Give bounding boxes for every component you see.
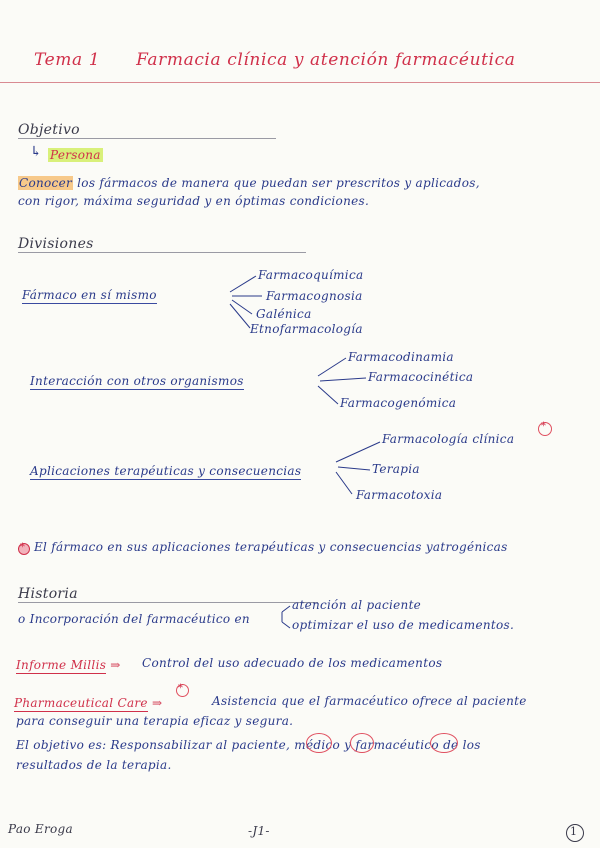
- paciente-circle: [306, 733, 332, 753]
- persona-label: Persona: [50, 148, 101, 162]
- historia-rule: [18, 602, 318, 603]
- footer-page-circle-number: 1: [570, 825, 578, 838]
- farmaceutico-circle: [430, 733, 458, 753]
- footer-page-number: -J1-: [248, 824, 270, 838]
- conocer-highlight: Conocer: [19, 176, 73, 190]
- informe-millis: [16, 658, 121, 672]
- objetivo-historia-line-1: El objetivo es: Responsabilizar al paciente, médico y farmacéutico de los: [16, 738, 481, 752]
- objetivo-line-1: Conocer los fármacos de manera que puedan ser prescritos y aplicados,: [19, 176, 480, 190]
- tema-title: Farmacia clínica y atención farmacéutica: [136, 50, 516, 70]
- asterisk-mark: *: [541, 421, 547, 432]
- tema-label: Tema 1: [34, 50, 101, 70]
- division-group-1: Fármaco en sí mismo: [22, 288, 157, 302]
- footer-author: Pao Eroga: [8, 822, 73, 836]
- branch-farmacogenomica: Farmacogenómica: [340, 396, 457, 410]
- pharmaceutical-care: [14, 696, 162, 710]
- informe-label: Informe Millis: [16, 658, 107, 672]
- branch-optimizar-uso: optimizar el uso de medicamentos.: [292, 618, 515, 632]
- branch-terapia: Terapia: [372, 462, 420, 476]
- objetivo-line-2: con rigor, máxima seguridad y en óptimas condiciones.: [18, 194, 370, 208]
- historia-heading: Historia: [18, 586, 78, 602]
- branch-farmacocinetica: Farmacocinética: [368, 370, 474, 384]
- medico-circle: [350, 733, 374, 753]
- branch-atencion-paciente: atención al paciente: [292, 598, 422, 612]
- pc-mark: *: [178, 683, 184, 694]
- footnote-mark: *: [20, 542, 26, 553]
- branch-farmacoquimica: Farmacoquímica: [258, 268, 364, 282]
- arrow-icon: ↳: [30, 144, 43, 160]
- objetivo-historia-line-2: resultados de la terapia.: [16, 758, 172, 772]
- division-group-2: Interacción con otros organismos: [30, 374, 244, 388]
- pc-arrow-icon: ⇒: [151, 696, 163, 710]
- division-group-3: Aplicaciones terapéuticas y consecuencias: [30, 464, 302, 478]
- informe-text: Control del uso adecuado de los medicamentos: [142, 656, 443, 670]
- branch-galenica: Galénica: [256, 307, 312, 321]
- bullet: o: [18, 612, 26, 626]
- branch-farmacotoxia: Farmacotoxia: [356, 488, 443, 502]
- divisiones-heading: Divisiones: [18, 236, 94, 252]
- historia-item: o Incorporación del farmacéutico en: [18, 612, 250, 626]
- footnote-text: El fármaco en sus aplicaciones terapéuticas y consecuencias yatrogénicas: [34, 540, 508, 554]
- branch-etnofarmacologia: Etnofarmacología: [250, 322, 363, 336]
- pc-text-1: Asistencia que el farmacéutico ofrece al paciente: [212, 694, 527, 708]
- objetivo-heading: Objetivo: [18, 122, 80, 138]
- branch-farmacognosia: Farmacognosia: [266, 289, 363, 303]
- branch-farmacologia-clinica: Farmacología clínica: [382, 432, 515, 446]
- informe-arrow-icon: ⇒: [110, 658, 121, 672]
- pc-label: Pharmaceutical Care: [14, 696, 148, 710]
- branch-farmacodinamia: Farmacodinamia: [348, 350, 454, 364]
- pc-text-2: para conseguir una terapia eficaz y segura.: [16, 714, 294, 728]
